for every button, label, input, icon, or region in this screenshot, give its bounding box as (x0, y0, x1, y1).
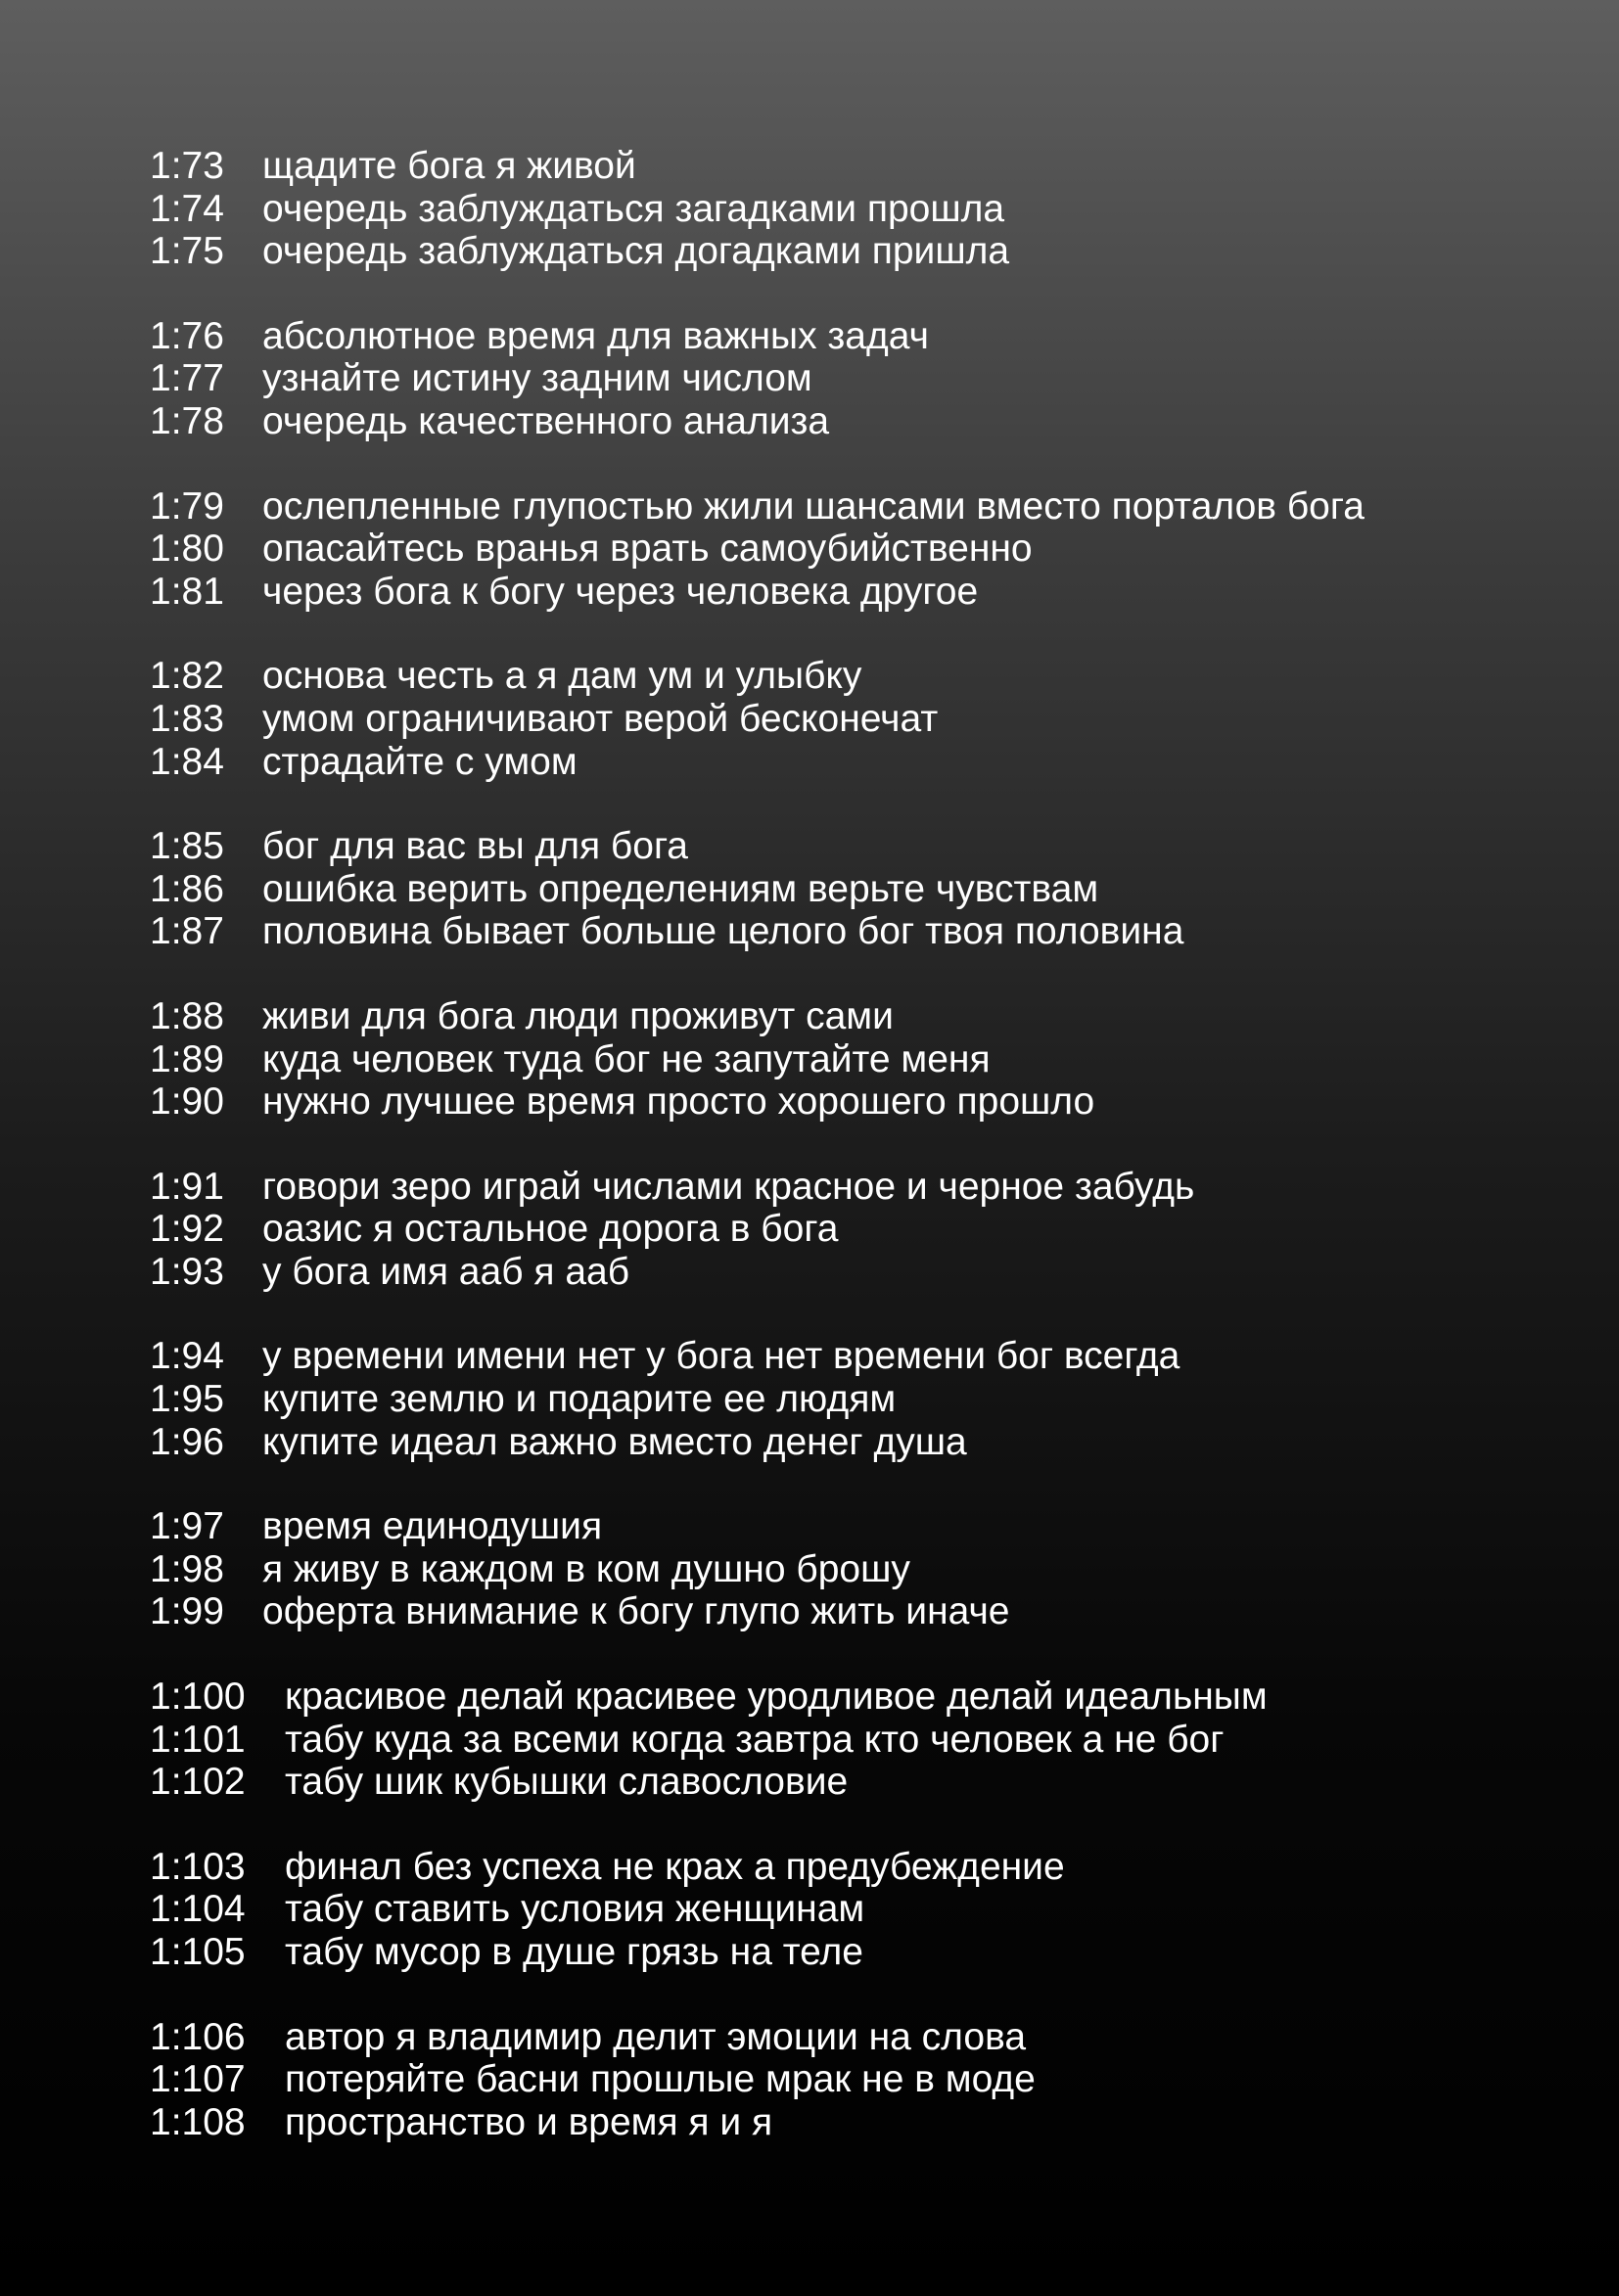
verse-line (150, 230, 1559, 273)
verse-text: табу мусор в душе грязь на теле (285, 1931, 863, 1973)
verse-number: 1:106 (150, 2015, 246, 2058)
verse-text: табу шик кубышки славословие (285, 1761, 849, 1804)
verse-text: потеряйте басни прошлые мрак не в моде (285, 2058, 1036, 2101)
stanza (150, 1846, 1559, 1974)
verse-number: 1:74 (150, 187, 224, 230)
verse-line (150, 1080, 1559, 1124)
verse-line (150, 1505, 1559, 1548)
verse-line (150, 1208, 1559, 1251)
verse-line (150, 1931, 1559, 1974)
verse-text: оазис я остальное дорога в бога (262, 1208, 839, 1251)
verse-number: 1:83 (150, 697, 224, 740)
verse-number: 1:80 (150, 528, 224, 571)
verse-text: автор я владимир делит эмоции на слова (285, 2015, 1027, 2058)
verse-line (150, 1676, 1559, 1719)
verse-line (150, 571, 1559, 614)
verse-number: 1:76 (150, 314, 224, 357)
verse-text: абсолютное время для важных задач (262, 314, 929, 357)
verse-number: 1:86 (150, 867, 224, 910)
verse-text: пространство и время я и я (285, 2100, 773, 2143)
verse-text: купите землю и подарите ее людям (262, 1378, 897, 1421)
stanza (150, 995, 1559, 1124)
verse-line (150, 698, 1559, 741)
verse-line (150, 2058, 1559, 2101)
verse-text: говори зеро играй числами красное и черное забудь (262, 1165, 1195, 1208)
verse-text: табу ставить условия женщинам (285, 1888, 865, 1931)
verse-text: половина бывает больше целого бог твоя половина (262, 910, 1184, 953)
stanza (150, 825, 1559, 953)
verse-text: через бога к богу через человека другое (262, 570, 979, 613)
verse-line (150, 485, 1559, 528)
verse-number: 1:78 (150, 399, 224, 442)
verse-number: 1:81 (150, 570, 224, 613)
verse-line (150, 910, 1559, 953)
verse-line (150, 145, 1559, 188)
verse-line (150, 1378, 1559, 1421)
verse-line (150, 1548, 1559, 1591)
verse-text: купите идеал важно вместо денег душа (262, 1420, 967, 1463)
verse-number: 1:85 (150, 825, 224, 868)
verse-line (150, 1251, 1559, 1294)
verse-text: нужно лучшее время просто хорошего прошло (262, 1080, 1095, 1124)
verse-text: очередь качественного анализа (262, 399, 830, 442)
stanza (150, 1335, 1559, 1463)
stanza (150, 1505, 1559, 1633)
verse-number: 1:102 (150, 1761, 246, 1804)
verse-number: 1:91 (150, 1165, 224, 1208)
verse-number: 1:108 (150, 2100, 246, 2143)
verse-line (150, 1421, 1559, 1464)
verse-text: щадите бога я живой (262, 145, 636, 187)
verse-text: основа честь а я дам ум и улыбку (262, 655, 862, 698)
verse-text: табу куда за всеми когда завтра кто человек а не бог (285, 1718, 1225, 1761)
verse-text: страдайте с умом (262, 740, 578, 783)
verse-text: узнайте истину задним числом (262, 357, 812, 400)
verse-text: у бога имя ааб я ааб (262, 1250, 630, 1293)
verse-number: 1:101 (150, 1718, 246, 1761)
verse-number: 1:90 (150, 1080, 224, 1124)
stanza (150, 1676, 1559, 1804)
verse-line (150, 528, 1559, 571)
verse-number: 1:94 (150, 1335, 224, 1378)
verse-number: 1:104 (150, 1888, 246, 1931)
verse-line (150, 2101, 1559, 2144)
verse-line (150, 315, 1559, 358)
verse-number: 1:96 (150, 1420, 224, 1463)
verse-line (150, 1761, 1559, 1804)
verse-line (150, 1888, 1559, 1931)
verse-line (150, 1038, 1559, 1081)
verse-line (150, 1846, 1559, 1889)
verse-text: у времени имени нет у бога нет времени бог всегда (262, 1335, 1180, 1378)
stanza (150, 655, 1559, 783)
verse-number: 1:75 (150, 230, 224, 273)
verse-line (150, 1335, 1559, 1378)
verse-text: бог для вас вы для бога (262, 825, 688, 868)
verse-text: очередь заблуждаться догадками пришла (262, 230, 1010, 273)
verse-text: опасайтесь вранья врать самоубийственно (262, 528, 1033, 571)
verse-number: 1:93 (150, 1250, 224, 1293)
verse-text: живи для бога люди проживут сами (262, 994, 894, 1037)
verse-text: оферта внимание к богу глупо жить иначе (262, 1590, 1010, 1633)
verse-line (150, 2016, 1559, 2059)
verse-number: 1:77 (150, 357, 224, 400)
verse-line (150, 1166, 1559, 1209)
verse-text: ошибка верить определениям верьте чувствам (262, 867, 1099, 910)
verse-number: 1:79 (150, 484, 224, 528)
verse-text: время единодушия (262, 1505, 603, 1548)
verse-number: 1:99 (150, 1590, 224, 1633)
verse-number: 1:105 (150, 1931, 246, 1973)
verse-line (150, 1719, 1559, 1762)
stanza (150, 1166, 1559, 1294)
stanza (150, 145, 1559, 273)
verse-text: куда человек туда бог не запутайте меня (262, 1037, 991, 1080)
stanza (150, 2016, 1559, 2144)
verse-line (150, 868, 1559, 911)
verse-number: 1:98 (150, 1547, 224, 1590)
verse-text: красивое делай красивее уродливое делай идеальным (285, 1676, 1268, 1719)
verse-text: ослепленные глупостью жили шансами вместо порталов бога (262, 484, 1365, 528)
verse-line (150, 741, 1559, 784)
verse-text: я живу в каждом в ком душно брошу (262, 1547, 910, 1590)
stanza (150, 485, 1559, 614)
stanza (150, 315, 1559, 443)
verse-line (150, 400, 1559, 443)
verse-number: 1:107 (150, 2058, 246, 2101)
verse-line (150, 357, 1559, 400)
verse-number: 1:84 (150, 740, 224, 783)
verse-number: 1:88 (150, 994, 224, 1037)
verse-number: 1:89 (150, 1037, 224, 1080)
verse-line (150, 825, 1559, 868)
verse-text: очередь заблуждаться загадками прошла (262, 187, 1005, 230)
verse-number: 1:103 (150, 1845, 246, 1888)
verse-number: 1:100 (150, 1676, 246, 1719)
verse-line (150, 188, 1559, 231)
verse-number: 1:92 (150, 1208, 224, 1251)
verse-number: 1:73 (150, 145, 224, 187)
verse-list (150, 145, 1559, 2185)
verse-line (150, 1590, 1559, 1633)
verse-text: финал без успеха не крах а предубеждение (285, 1845, 1065, 1888)
verse-number: 1:82 (150, 655, 224, 698)
verse-text: умом ограничивают верой бесконечат (262, 697, 939, 740)
verse-line (150, 995, 1559, 1038)
verse-line (150, 655, 1559, 698)
verse-number: 1:87 (150, 910, 224, 953)
verse-number: 1:95 (150, 1378, 224, 1421)
verse-number: 1:97 (150, 1505, 224, 1548)
